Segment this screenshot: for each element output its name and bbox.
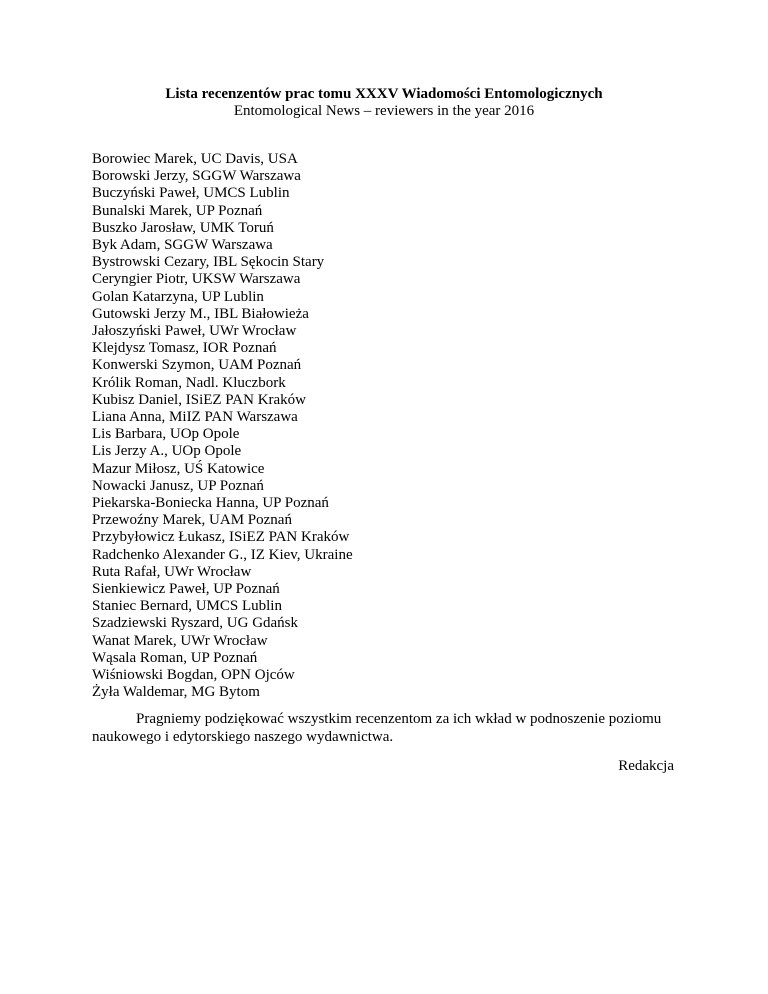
reviewer-item: Wanat Marek, UWr Wrocław [92,632,268,649]
reviewer-item: Bystrowski Cezary, IBL Sękocin Stary [92,254,325,271]
reviewer-item: Borowski Jerzy, SGGW Warszawa [92,168,301,185]
reviewer-item: Żyła Waldemar, MG Bytom [92,684,260,701]
reviewer-item: Golan Katarzyna, UP Lublin [92,288,264,305]
page-subtitle: Entomological News – reviewers in the year 2016 [233,103,535,119]
reviewer-item: Bunalski Marek, UP Poznań [92,202,263,219]
reviewer-item: Jałoszyński Paweł, UWr Wrocław [92,323,297,340]
reviewer-item: Ceryngier Piotr, UKSW Warszawa [92,271,301,288]
reviewer-item: Przybyłowicz Łukasz, ISiEZ PAN Kraków [92,529,350,546]
reviewer-item: Buszko Jarosław, UMK Toruń [92,219,274,236]
reviewer-item: Lis Jerzy A., UOp Opole [92,443,242,460]
reviewer-item: Przewoźny Marek, UAM Poznań [92,512,292,529]
reviewer-item: Gutowski Jerzy M., IBL Białowieża [92,305,309,322]
reviewer-item: Piekarska-Boniecka Hanna, UP Poznań [92,495,329,512]
reviewer-item: Lis Barbara, UOp Opole [92,426,240,443]
reviewer-item: Byk Adam, SGGW Warszawa [92,237,273,254]
reviewer-item: Szadziewski Ryszard, UG Gdańsk [92,615,299,632]
signature: Redakcja [618,758,674,774]
reviewer-item: Nowacki Janusz, UP Poznań [92,477,264,494]
reviewer-item: Klejdysz Tomasz, IOR Poznań [92,340,277,357]
reviewer-item: Radchenko Alexander G., IZ Kiev, Ukraine [92,546,353,563]
reviewer-item: Sienkiewicz Paweł, UP Poznań [92,581,280,598]
reviewer-item: Staniec Bernard, UMCS Lublin [92,598,282,615]
reviewer-item: Borowiec Marek, UC Davis, USA [92,151,298,167]
reviewer-item: Kubisz Daniel, ISiEZ PAN Kraków [92,391,307,408]
page-title: Lista recenzentów prac tomu XXXV Wiadomości Entomologicznych [165,86,603,102]
reviewer-list [92,151,353,702]
reviewer-item: Wiśniowski Bogdan, OPN Ojców [92,667,295,684]
reviewer-item: Liana Anna, MiIZ PAN Warszawa [92,409,298,426]
reviewer-item: Wąsala Roman, UP Poznań [92,649,258,666]
reviewer-item: Konwerski Szymon, UAM Poznań [92,357,302,374]
reviewer-item: Buczyński Paweł, UMCS Lublin [92,185,290,202]
reviewer-item: Ruta Rafał, UWr Wrocław [92,563,252,580]
reviewer-item: Mazur Miłosz, UŚ Katowice [92,460,265,477]
reviewer-item: Królik Roman, Nadl. Kluczbork [92,374,286,391]
thanks-paragraph: Pragniemy podziękować wszystkim recenzentom za ich wkład w podnoszenie poziomu naukowego i edytorskiego naszego wydawnictwa. [92,711,662,745]
